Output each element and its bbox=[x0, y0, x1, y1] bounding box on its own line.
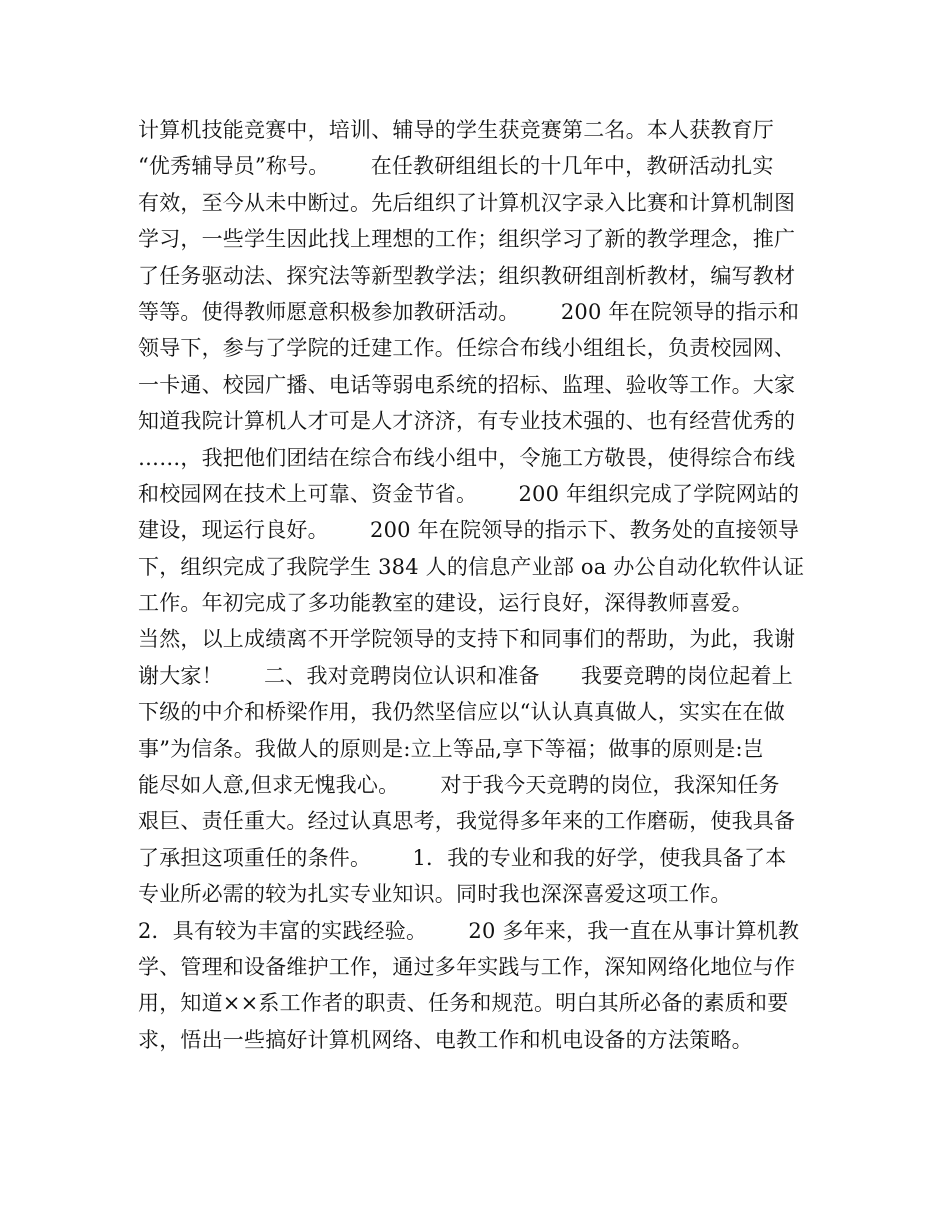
text-line: 能尽如人意,但求无愧我心。 对于我今天竞聘的岗位，我深知任务 bbox=[138, 773, 780, 798]
text-line: 了承担这项重任的条件。 1．我的专业和我的好学，使我具备了本 bbox=[138, 845, 787, 870]
body-text bbox=[138, 112, 818, 1058]
text-line: 下，组织完成了我院学生 384 人的信息产业部 oa 办公自动化软件认证 bbox=[138, 554, 805, 579]
text-line: 下级的中介和桥梁作用，我仍然坚信应以“认认真真做人，实实在在做 bbox=[138, 700, 785, 725]
text-line: 工作。年初完成了多功能教室的建设，运行良好，深得教师喜爱。 bbox=[138, 591, 753, 616]
text-line: 知道我院计算机人才可是人才济济，有专业技术强的、也有经营优秀的 bbox=[138, 409, 796, 434]
text-line: 谢大家！ 二、我对竞聘岗位认识和准备 我要竞聘的岗位起着上 bbox=[138, 663, 793, 688]
text-line: 和校园网在技术上可靠、资金节省。 200 年组织完成了学院网站的 bbox=[138, 481, 800, 506]
text-line: 2．具有较为丰富的实践经验。 20 多年来，我一直在从事计算机教 bbox=[138, 918, 800, 943]
text-line: 当然，以上成绩离不开学院领导的支持下和同事们的帮助，为此，我谢 bbox=[138, 627, 796, 652]
text-line: 学习，一些学生因此找上理想的工作；组织学习了新的教学理念，推广 bbox=[138, 227, 796, 252]
text-line: 专业所必需的较为扎实专业知识。同时我也深深喜爱这项工作。 bbox=[138, 882, 732, 907]
text-line: 等等。使得教师愿意积极参加教研活动。 200 年在院领导的指示和 bbox=[138, 299, 800, 324]
text-line: 一卡通、校园广播、电话等弱电系统的招标、监理、验收等工作。大家 bbox=[138, 372, 796, 397]
text-line: 事”为信条。我做人的原则是:立上等品,享下等福；做事的原则是:岂 bbox=[138, 736, 764, 761]
text-line: 艰巨、责任重大。经过认真思考，我觉得多年来的工作磨砺，使我具备 bbox=[138, 809, 796, 834]
text-line: 学、管理和设备维护工作，通过多年实践与工作，深知网络化地位与作 bbox=[138, 954, 796, 979]
text-line: 有效，至今从未中断过。先后组织了计算机汉字录入比赛和计算机制图 bbox=[138, 190, 796, 215]
text-line: 计算机技能竞赛中，培训、辅导的学生获竞赛第二名。本人获教育厅 bbox=[138, 118, 774, 142]
text-line: 求，悟出一些搞好计算机网络、电教工作和机电设备的方法策略。 bbox=[138, 1027, 753, 1052]
text-line: 领导下，参与了学院的迁建工作。任综合布线小组组长，负责校园网、 bbox=[138, 336, 796, 361]
text-line: ……，我把他们团结在综合布线小组中，令施工方敬畏，使得综合布线 bbox=[138, 445, 796, 470]
text-line: 建设，现运行良好。 200 年在院领导的指示下、教务处的直接领导 bbox=[138, 518, 800, 543]
text-line: 了任务驱动法、探究法等新型教学法；组织教研组剖析教材，编写教材 bbox=[138, 263, 796, 288]
text-line: 用，知道××系工作者的职责、任务和规范。明白其所必备的素质和要 bbox=[138, 991, 789, 1016]
text-line: “优秀辅导员”称号。 在任教研组组长的十几年中，教研活动扎实 bbox=[138, 154, 774, 179]
